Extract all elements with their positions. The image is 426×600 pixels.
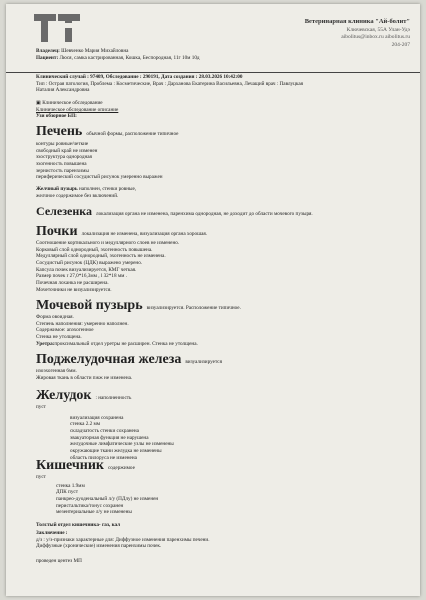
clinic-email: aibolitus@inbox.ru aibolitus.ru <box>341 34 410 41</box>
spleen-title: Селезенка <box>36 204 92 218</box>
pancreas-line: Жировая ткань в области пжж не изменена. <box>36 374 133 381</box>
stomach-title: Желудок <box>36 388 92 403</box>
intestine-line: перистальтика/тонус сохранен <box>56 502 124 509</box>
conclusion-footer: проведен центез МП <box>36 557 82 564</box>
bladder-intro: визуализируется. Расположение типичное. <box>146 305 241 311</box>
kidneys-line: Мочеточники не визуализируется. <box>36 286 112 293</box>
clinic-phone: 204-207 <box>391 41 410 48</box>
divider <box>6 72 420 73</box>
stomach-line: стенка 2.2 мм <box>70 421 101 428</box>
intestine-status: пуст <box>36 474 46 480</box>
kidneys-line: Размер почек r 27,0*16,3мм , l 32*18 мм . <box>36 273 127 280</box>
liver-line: свободный край не изменен <box>36 147 98 154</box>
bladder-line: Стенка не утолщена. <box>36 333 82 340</box>
liver-line: зернистость паренхимы <box>36 167 89 174</box>
stomach-line: область пилоруса не изменена <box>70 454 137 461</box>
stomach-intro: : наполненность <box>95 395 132 401</box>
conclusion-line-1: д/з : у/з-признаки характерные для: Диффузное изменения паренхимы печени. <box>36 536 210 543</box>
intestine-line: ДПК пуст <box>56 489 78 496</box>
stomach-line: визуализация сохранена <box>70 414 124 421</box>
exam-title: Клиническое обследование <box>42 100 103 106</box>
case-line-3: Наталия Александровна <box>36 87 90 94</box>
document-page <box>6 4 420 596</box>
kidneys-line: локализация не изменена, визуализация органа хорошая. <box>81 231 208 237</box>
urethra-text: проксимальный отдел уретры не расширен. Стенка не утолщена. <box>54 340 198 347</box>
owner-patient <box>36 48 410 61</box>
case-info <box>36 74 410 94</box>
exam-header <box>36 100 410 120</box>
pancreas-line: изоэхогенная 6мм. <box>36 368 77 374</box>
exam-icon: ▣ <box>36 100 41 106</box>
liver-section <box>36 122 410 199</box>
kidneys-line: Корковый слой однородный, эхогенность повышена. <box>36 246 153 253</box>
bladder-title: Мочевой пузырь <box>36 298 143 313</box>
pancreas-section <box>36 350 410 381</box>
intestine-line: панкрео-дуоденальный л/у (ПДлу) не изменен <box>56 495 159 502</box>
case-line-1: Клинический случай : 97409, Обследование : 290191, Дата создания : 28.03.2026 10:42:00 <box>36 74 243 80</box>
pancreas-title: Поджелудочная железа <box>36 352 182 367</box>
kidneys-line: Медуллярный слой однородный, эхогенность не изменена. <box>36 253 166 260</box>
intestine-line: мезентериальные л/у не изменены <box>56 509 132 516</box>
intestine-section <box>36 456 410 529</box>
liver-title: Печень <box>36 124 83 139</box>
kidneys-section <box>36 222 410 293</box>
stomach-line: окружающие ткани желудка не изменены <box>70 447 162 454</box>
kidneys-line: Почечная лоханка не расширена. <box>36 279 109 286</box>
gallbladder-line-1: наполнен, стенки ровные, <box>78 185 137 192</box>
kidneys-title: Почки <box>36 224 78 239</box>
owner-label: Владелец: <box>36 48 60 54</box>
colon-line: Толстый отдел кишечника- газ, кал <box>36 521 121 528</box>
liver-line: эхоструктура однородная <box>36 154 92 161</box>
conclusion-title: Заключение : <box>36 530 68 536</box>
gallbladder-line-2: желчное содержимое без включений. <box>36 192 119 199</box>
kidneys-line: Капсула почек визуализируется, КМГ четкая. <box>36 266 137 273</box>
intestine-line: стенка 1.9мм <box>56 482 85 489</box>
stomach-status: пуст <box>36 404 46 410</box>
clinic-info <box>305 18 410 49</box>
case-line-2: Тип : Острая патология, Проблема : Косметические, Врач : Дарханова Екатерина Васильевна, Лечащий врач : Павлуцкая <box>36 80 304 87</box>
clinic-name: Ветеринарная клиника "Ай-болит" <box>304 18 410 25</box>
conclusion-line-2: Диффузные (хронические) изменения паренхимы почек. <box>36 543 162 550</box>
stomach-line: эвакуаторная функция не нарушена <box>70 434 149 441</box>
intestine-intro: содержимое <box>108 465 135 471</box>
pancreas-intro: визуализируется <box>185 359 222 365</box>
urethra-label: Уретра: <box>36 340 55 347</box>
bladder-line: Степень наполнения: умеренно наполнен. <box>36 320 129 327</box>
uzi-label: Узи обзорное БП: <box>36 113 77 120</box>
patient-label: Пациент: <box>36 54 59 61</box>
liver-line: периферический сосудистый рисунок умеренно выражен <box>36 174 163 181</box>
conclusion-section <box>36 530 410 565</box>
liver-line: эхогенность повышена <box>36 160 87 167</box>
exam-subtitle: Клиническое обследование описание <box>36 106 119 113</box>
gallbladder-label: Желчный пузырь <box>36 185 78 192</box>
spleen-section <box>36 202 410 220</box>
spleen-text: локализация органа не изменена, паренхима однородная, не доходит до области мочевого пузыря. <box>96 211 313 217</box>
clinic-address: Ключевская, 55А Улан-Удэ <box>346 26 410 33</box>
bladder-section <box>36 296 410 347</box>
kidneys-line: Сосудистый рисунок (ЦДК) выражено умерено. <box>36 259 143 266</box>
clinic-logo-icon <box>34 14 80 42</box>
stomach-section <box>36 386 410 461</box>
liver-line: контуры ровные/четкие <box>36 141 89 147</box>
liver-intro: обычной формы, расположение типичное <box>86 131 179 137</box>
stomach-line: желудочные лимфатические узлы не изменены <box>70 441 174 448</box>
patient-value: Люся, самка кастрированная, Кошка, Беспородная, 11г 10м 10д <box>59 54 200 61</box>
kidneys-line: Соотношение кортикального и медуллярного слоев не изменено. <box>36 240 180 246</box>
bladder-line: Форма овоидная. <box>36 314 74 320</box>
intestine-title: Кишечник <box>36 458 104 473</box>
stomach-line: складчатость стенки сохранена <box>70 427 139 434</box>
owner-value: Шевченко Мария Михайловна <box>61 48 129 54</box>
bladder-line: Содержимое: anэхогенное <box>36 327 94 334</box>
